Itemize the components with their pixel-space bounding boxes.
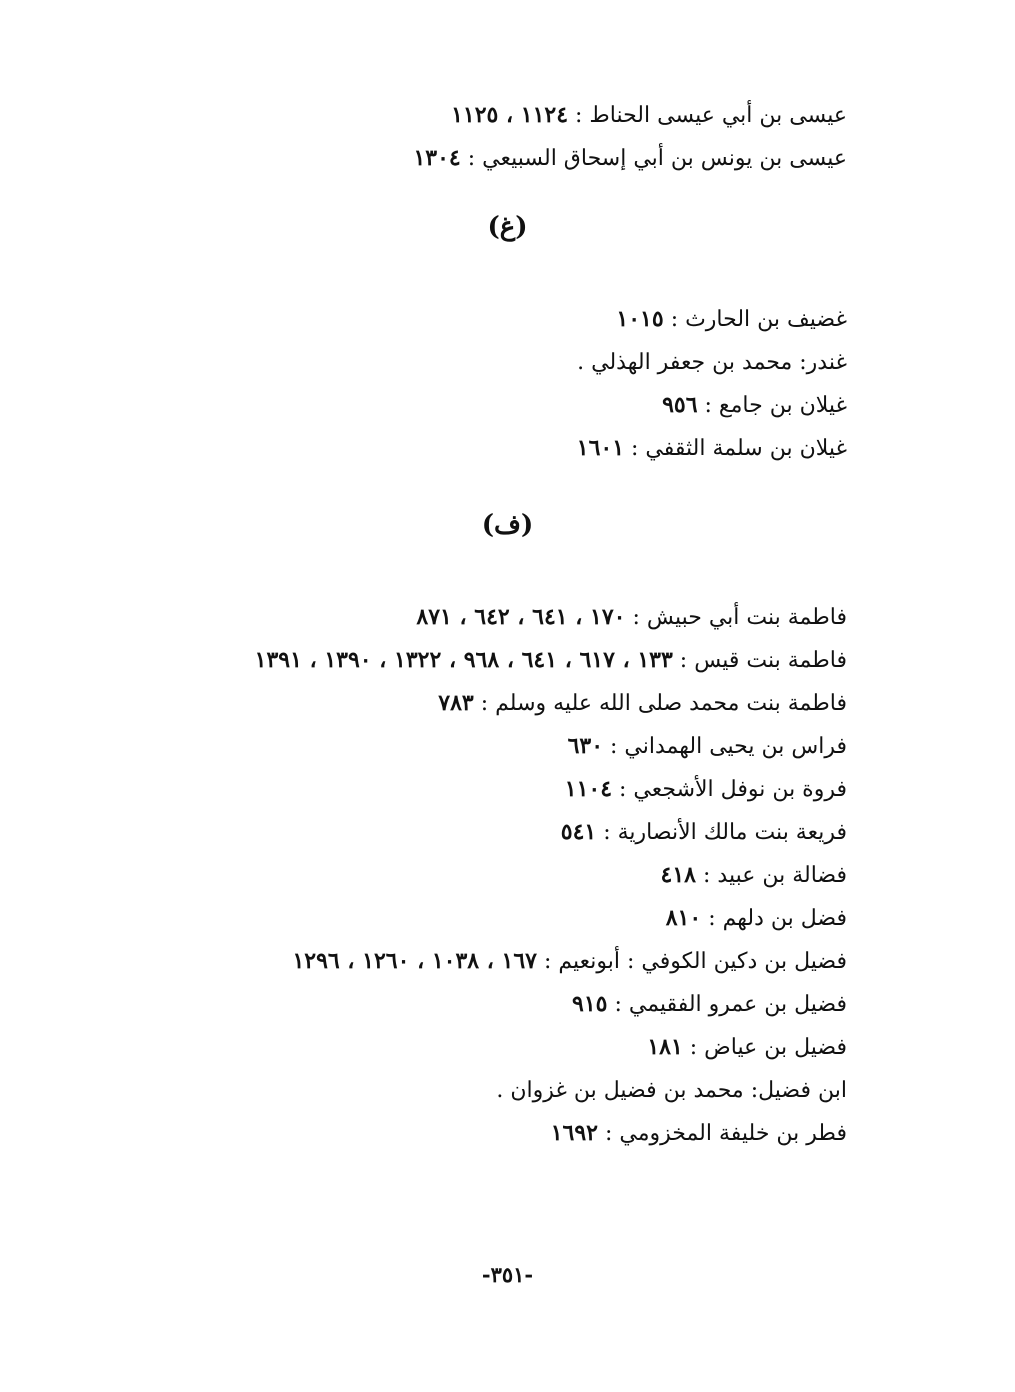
entries-fa <box>147 596 847 1155</box>
index-entry <box>147 384 847 427</box>
index-entry <box>147 596 847 639</box>
index-entry <box>147 94 847 137</box>
entry-name: فريعة بنت مالك الأنصارية : <box>603 820 847 845</box>
entry-name: عيسى بن أبي عيسى الحناط : <box>575 103 847 128</box>
entry-name: غندر: محمد بن جعفر الهذلي . <box>577 350 847 375</box>
index-entry <box>147 639 847 682</box>
entry-name: ابن فضيل: محمد بن فضيل بن غزوان . <box>496 1078 847 1103</box>
index-entry <box>147 983 847 1026</box>
entry-name: فاطمة بنت محمد صلى الله عليه وسلم : <box>480 691 847 716</box>
entry-refs: ١٨١ <box>647 1034 683 1060</box>
index-entry <box>147 897 847 940</box>
entry-name: فضيل بن عياض : <box>689 1035 847 1060</box>
entry-name: فضل بن دلهم : <box>708 906 847 931</box>
entries-top <box>147 94 847 180</box>
index-entry <box>147 1069 847 1112</box>
section-heading-fa: (ف) <box>481 510 534 540</box>
index-entry <box>147 341 847 384</box>
entry-name: عيسى بن يونس بن أبي إسحاق السبيعي : <box>467 146 847 171</box>
index-entry <box>147 298 847 341</box>
index-entry <box>147 1112 847 1155</box>
entry-refs: ١١٠٤ <box>564 776 613 802</box>
entry-name: فراس بن يحيى الهمداني : <box>610 734 847 759</box>
index-entry <box>147 682 847 725</box>
entry-refs: ١٠١٥ <box>616 306 664 332</box>
entry-refs: ٩١٥ <box>572 991 608 1017</box>
index-entry <box>147 940 847 983</box>
entry-name: فروة بن نوفل الأشجعي : <box>619 777 847 802</box>
entry-name: غيلان بن سلمة الثقفي : <box>631 436 847 461</box>
index-entry <box>147 811 847 854</box>
index-entry <box>147 1026 847 1069</box>
entry-refs: ٥٤١ <box>560 819 597 845</box>
index-entry <box>147 725 847 768</box>
entry-refs: ١٣٣ ، ٦١٧ ، ٦٤١ ، ٩٦٨ ، ١٣٢٢ ، ١٣٩٠ ، ١٣٩١ <box>254 647 673 673</box>
entry-refs: ١٧٠ ، ٦٤١ ، ٦٤٢ ، ٨٧١ <box>416 604 626 630</box>
entry-refs: ٨١٠ <box>665 905 702 931</box>
entry-refs: ١١٢٤ ، ١١٢٥ <box>451 102 569 128</box>
section-heading-ghain: (غ) <box>487 212 528 242</box>
entry-name: فضيل بن دكين الكوفي : أبونعيم : <box>543 949 847 974</box>
entry-refs: ١٣٠٤ <box>413 145 461 171</box>
entry-refs: ١٦٠١ <box>576 435 625 461</box>
index-entry <box>147 854 847 897</box>
entry-name: فضالة بن عبيد : <box>702 863 847 888</box>
entry-refs: ٤١٨ <box>660 862 696 888</box>
entry-name: فاطمة بنت قيس : <box>679 648 847 673</box>
index-entry <box>147 137 847 180</box>
page-number: -٣٥١- <box>481 1262 534 1287</box>
entry-refs: ١٦٧ ، ١٠٣٨ ، ١٢٦٠ ، ١٢٩٦ <box>292 948 537 974</box>
entry-name: غضيف بن الحارث : <box>670 307 847 332</box>
entry-name: فطر بن خليفة المخزومي : <box>604 1121 847 1146</box>
entry-refs: ١٦٩٢ <box>550 1120 598 1146</box>
entries-ghain <box>147 298 847 470</box>
entry-refs: ٩٥٦ <box>662 392 698 418</box>
entry-name: فضيل بن عمرو الفقيمي : <box>614 992 847 1017</box>
index-entry <box>147 768 847 811</box>
entry-refs: ٧٨٣ <box>438 690 474 716</box>
entry-refs: ٦٣٠ <box>567 733 604 759</box>
entry-name: غيلان بن جامع : <box>704 393 847 418</box>
entry-name: فاطمة بنت أبي حبيش : <box>632 605 847 630</box>
index-entry <box>147 427 847 470</box>
